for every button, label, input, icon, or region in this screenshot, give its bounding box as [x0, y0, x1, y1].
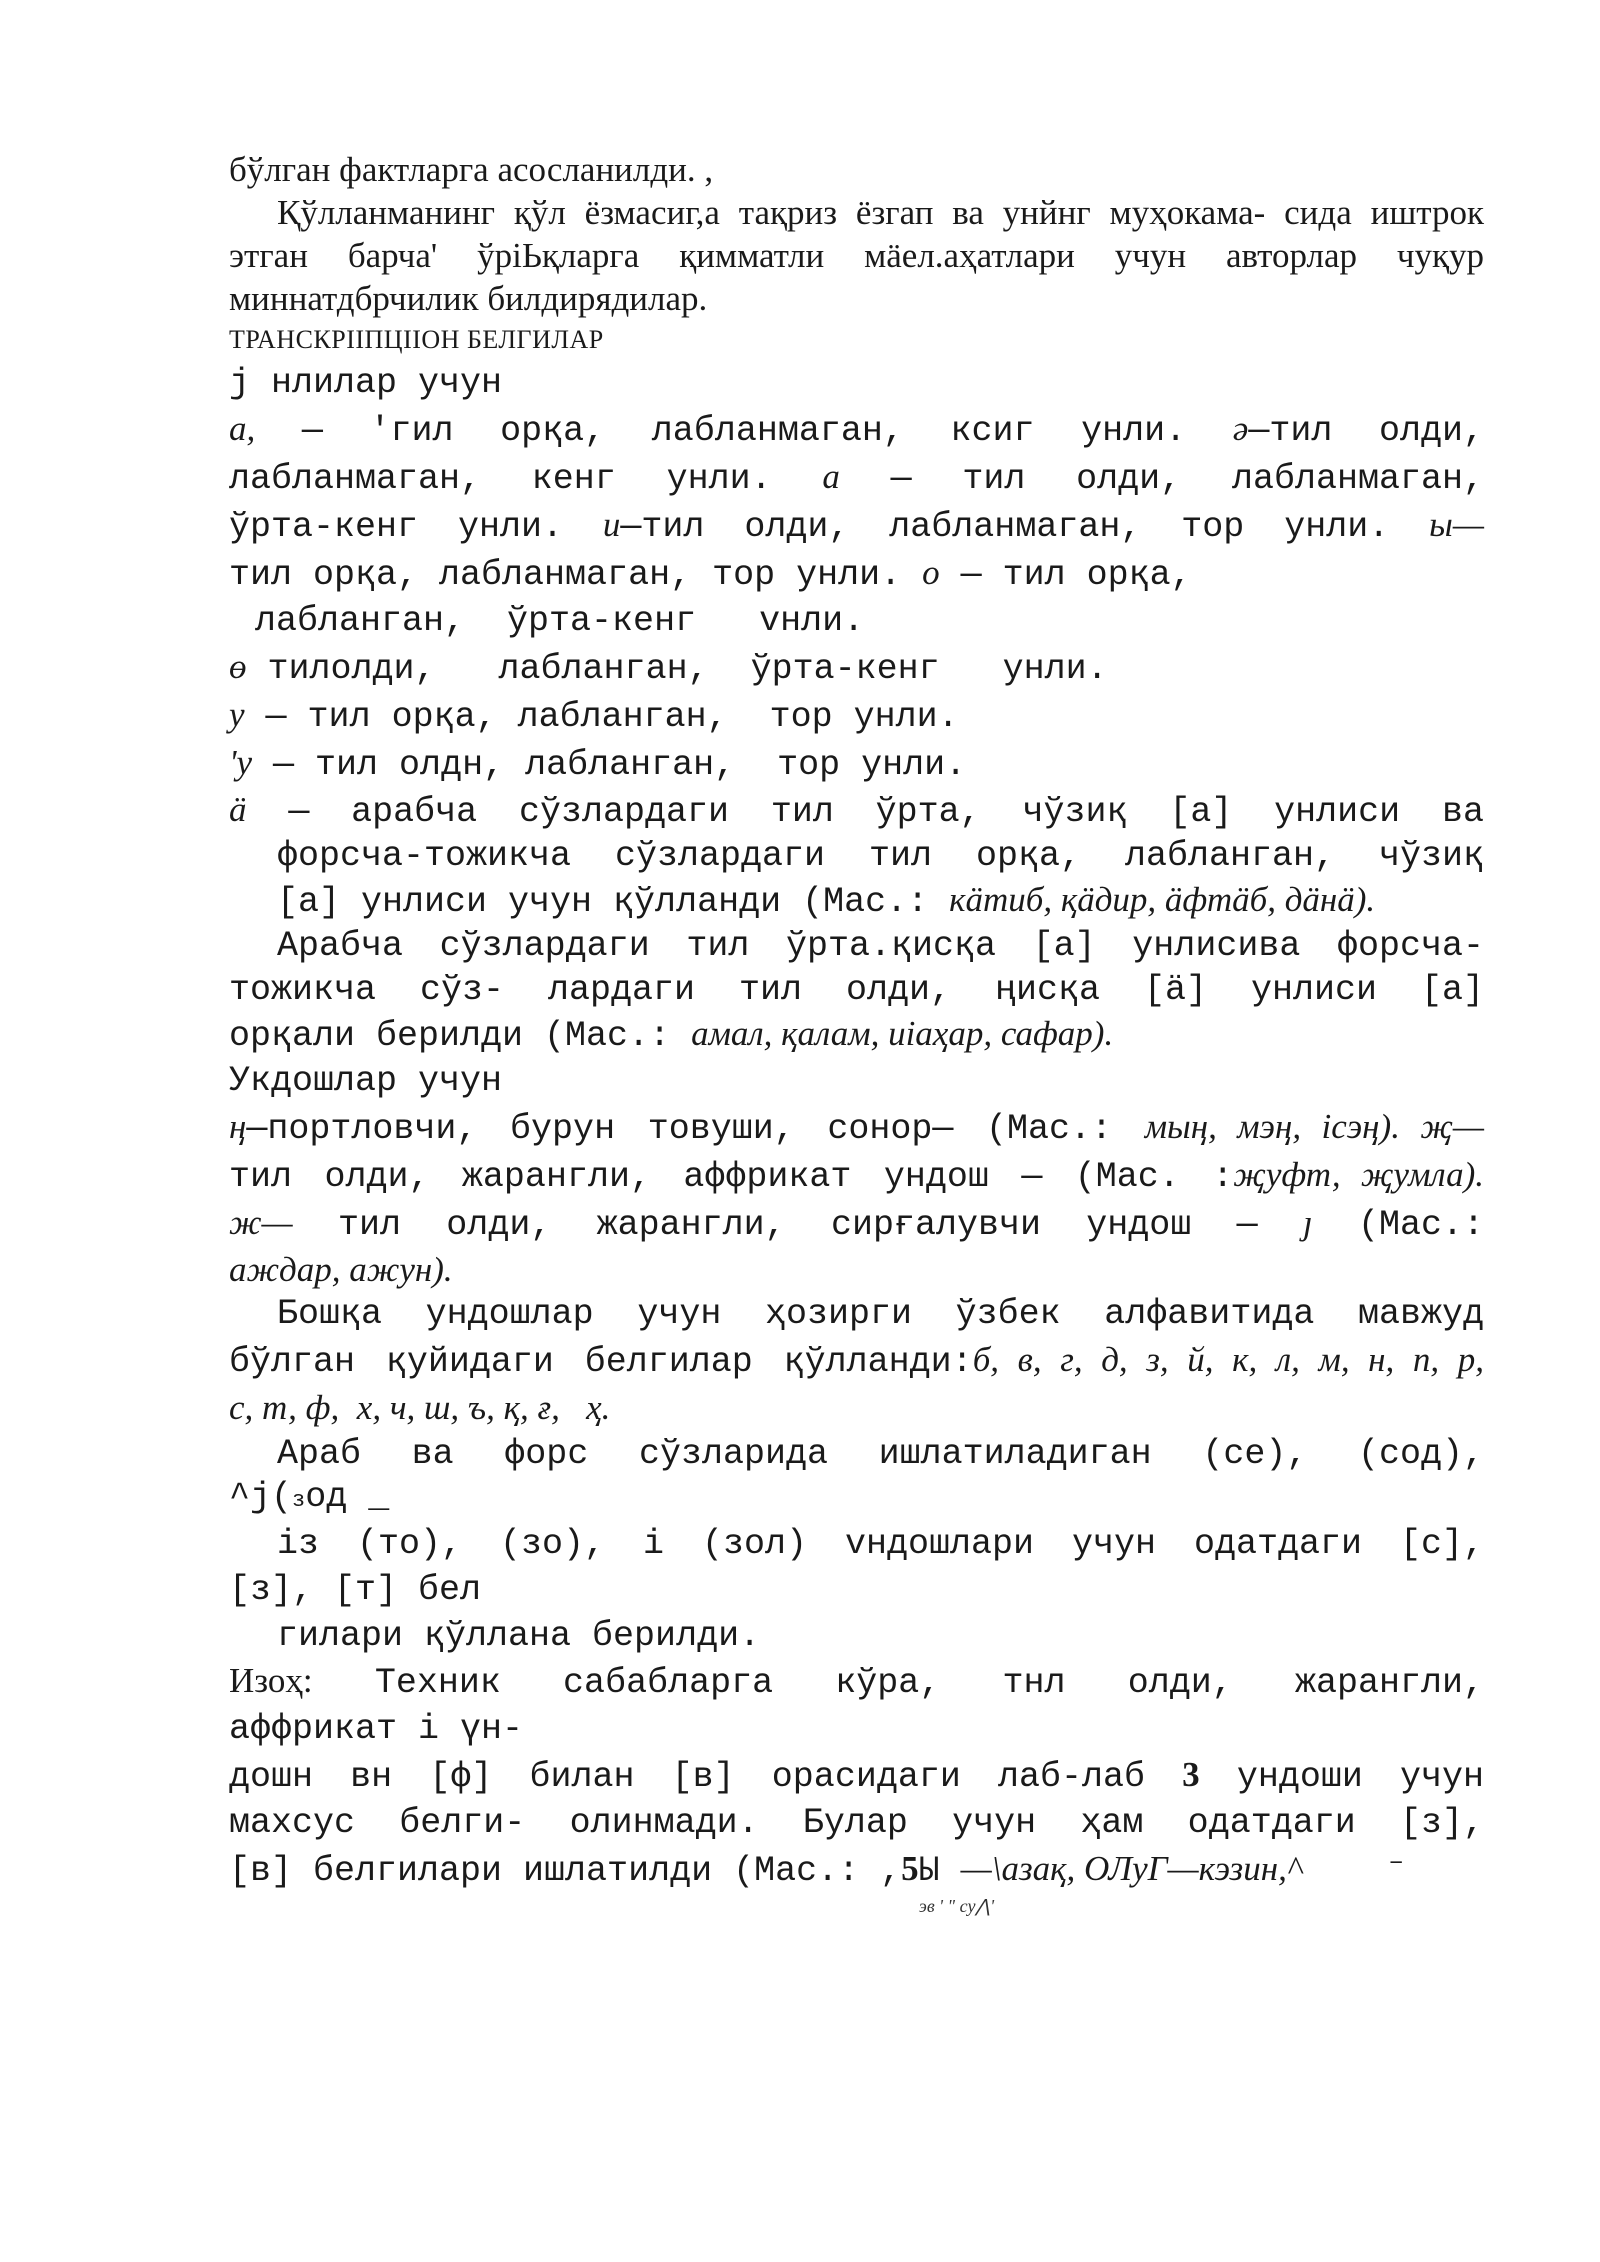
consonant-symbol-zh: ж—	[229, 1203, 293, 1242]
note-line-1-text: Техник сабабларга кўра, тнл олди, жарангли,	[312, 1663, 1484, 1703]
arabfors-line-1: Араб ва форс сўзларида ишлатиладиган (се), (сод),	[277, 1434, 1484, 1474]
vowel-ae-examples: кäтиб, қäдир, äфтäб, дäнä).	[949, 880, 1376, 919]
vowel-symbol-i: и	[602, 505, 621, 544]
other-letters-4: х, ч, ш, ъ, қ, ғ, ҳ.	[339, 1388, 611, 1427]
vowel-line-1	[229, 406, 1484, 454]
other-line-3	[229, 1385, 1484, 1431]
consonant-dzh-desc: тил олди, жарангли, аффрикат ундош — (Мас. :	[229, 1157, 1234, 1197]
vowel-ae-line-3-text: [а] унлиси учун қўлланди (Мас.:	[277, 882, 950, 922]
vowel-line-oe	[229, 644, 1484, 692]
vowel-line-2	[229, 454, 1484, 502]
vowel-line-ue	[229, 740, 1484, 788]
arab-line-1: Арабча сўзлардаги тил ўрта.қисқа [а] унлисива форсча-	[277, 926, 1484, 966]
other-line-2	[229, 1337, 1484, 1385]
vowel-line-2-text: лабланмаган, кенг унли.	[229, 459, 823, 499]
consonant-dzh-line	[229, 1152, 1484, 1200]
vowel-line-4	[229, 550, 1484, 598]
other-letters-2: к, л, м, н, п, р,	[1213, 1340, 1484, 1379]
vowel-line-3-text: ўрта-кенг унли.	[229, 507, 603, 547]
note-section	[229, 1659, 1484, 1917]
vowel-i-desc: —тил олди, лабланмаган, тор унли.	[620, 507, 1430, 547]
vowels-section	[229, 360, 1484, 1058]
page-footer-marks: эв ' " су⋀'	[918, 1896, 995, 1916]
note-line-3b: ундоши учун	[1199, 1757, 1485, 1797]
arab-line-3	[229, 1012, 1484, 1058]
vowel-ae-line-1	[229, 788, 1484, 834]
note-line-3	[229, 1752, 1484, 1800]
consonant-dzh-examples: җуфт, җумла).	[1233, 1155, 1485, 1194]
vowel-line-3	[229, 502, 1484, 550]
vowels-title: ј нлилар учун	[229, 363, 503, 403]
arabfors-l2c: од _	[305, 1477, 390, 1517]
other-line-1: Бошқа ундошлар учун ҳозирги ўзбек алфавитида мавжуд	[277, 1294, 1484, 1334]
arabfors-line-3: із (то), (зо), і (зол) vндошлари учун одатдаги [с],	[277, 1524, 1484, 1564]
ack-line-2: этган барча' ўріЬқларга қимматли мäел.аҳатлари учун авторлар чуқур	[229, 236, 1484, 275]
vowel-schwa-desc: —тил олди,	[1248, 411, 1484, 451]
vowel-line-5: лабланган, ўрта-кенг vнли.	[255, 601, 865, 641]
consonant-symbol-ng: ң	[229, 1107, 247, 1146]
consonant-zh-j: ȷ	[1302, 1203, 1313, 1242]
consonant-ng-line	[229, 1104, 1484, 1152]
note-line-1	[229, 1659, 1484, 1706]
vowel-a-desc: — 'гил орқа, лабланмаган, ксиг унли.	[255, 411, 1233, 451]
vowel-ae-line-2: форсча-тожикча сўзлардаги тил орқа, лабланган, чўзиқ	[277, 836, 1484, 876]
arabfors-line-4: [з], [т] бел	[229, 1570, 482, 1610]
note-line-4: махсус белги- олинмади. Булар учун ҳам одатдаги [з],	[229, 1803, 1484, 1843]
note-line-3a: дошн вн [ф] билан [в] орасидаги лаб-лаб	[229, 1757, 1183, 1797]
note-line-5-text: [в] белгилари ишлатилди (Мас.: ,	[229, 1851, 902, 1891]
arabfors-l2b: з	[292, 1488, 306, 1513]
consonant-zh-desc: тил олди, жарангли, сирғалувчи ундош —	[292, 1205, 1303, 1245]
acknowledgement-paragraph	[229, 191, 1484, 320]
other-consonants-paragraph	[229, 1291, 1484, 1431]
other-letters-3: с, т, ф,	[229, 1388, 340, 1427]
document-page	[229, 148, 1484, 1917]
vowel-ae-entry	[229, 788, 1484, 924]
ack-line-3: миннатдбрчилик билдирядилар.	[229, 279, 708, 318]
other-letters-1: б, в, г, д, з, й,	[972, 1340, 1214, 1379]
note-line-2: аффрикат і үн-	[229, 1709, 524, 1749]
vowel-ue-desc: — тил олдн, лабланган, тор унли.	[252, 745, 967, 785]
other-line-2-text: бўлган қуйидаги белгилар қўлланди:	[229, 1342, 973, 1382]
note-line-5-examples: —\азақ, ОЛуГ—кэзин,^	[960, 1849, 1302, 1888]
note-label: Изоҳ:	[229, 1661, 313, 1700]
vowel-line-4-text: тил орқа, лабланмаган, тор унли.	[229, 555, 923, 595]
vowel-y-dash: —	[1452, 505, 1484, 544]
vowel-a2-desc: — тил олди, лабланмаган,	[839, 459, 1484, 499]
consonant-zh-examples: аждар, ажун).	[229, 1250, 453, 1289]
ack-line-1: Қўлланманинг қўл ёзмасиг,а тақриз ёзгап ва унйнг муҳокама- сида иштрок	[277, 193, 1484, 232]
vowel-symbol-u: у	[229, 695, 245, 734]
note-line-5	[229, 1846, 1484, 1894]
vowel-symbol-a: а,	[229, 409, 256, 448]
vowel-oe-desc: тилолди, лабланган, ўрта-кенг унли.	[246, 649, 1108, 689]
consonants-section	[229, 1058, 1484, 1659]
consonant-ng-desc: —портловчи, бурун товуши, сонор— (Мас.:	[246, 1109, 1145, 1149]
arabfors-line-2	[229, 1477, 1484, 1521]
arabfors-line-5: гилари қўллана берилди.	[277, 1616, 761, 1656]
arab-fors-paragraph	[229, 1431, 1484, 1659]
vowel-symbol-ae: ä	[229, 790, 247, 829]
arab-line-2: тожикча сўз- лардаги тил олди, ңисқа [ä] унлиси [а]	[229, 970, 1484, 1010]
vowel-o-desc: — тил орқа,	[939, 555, 1192, 595]
vowel-symbol-o: о	[922, 553, 940, 592]
note-line-5-bold: 5	[901, 1849, 919, 1888]
vowel-symbol-a2: а	[822, 457, 840, 496]
consonant-zh-line	[229, 1200, 1484, 1248]
consonant-ng-examples: мың, мэң, ісэң). җ—	[1144, 1107, 1485, 1146]
arab-line-3-text: орқали берилди (Мас.:	[229, 1016, 692, 1056]
note-line-5-end: ⁻	[1301, 1851, 1407, 1891]
note-line-5-b: Ы	[918, 1851, 961, 1891]
vowel-symbol-oe: ө	[229, 647, 247, 686]
arabfors-l2a: ^j(	[229, 1477, 293, 1517]
note-line-3-bold: 3	[1182, 1755, 1200, 1794]
consonants-title: Укдошлар учун	[229, 1061, 503, 1101]
vowel-u-desc: — тил орқа, лабланган, тор унли.	[244, 697, 959, 737]
vowel-ae-line-3	[229, 878, 1484, 924]
arab-examples: амал, қалам, иіаҳар, сафар).	[691, 1014, 1114, 1053]
vowel-symbol-schwa: ә	[1232, 409, 1249, 448]
vowel-symbol-y: ы	[1429, 505, 1453, 544]
top-line: бўлган фактларга асосланилди. ,	[229, 150, 714, 189]
consonant-zh-mas: (Мас.:	[1312, 1205, 1484, 1245]
vowel-ae-desc: — арабча сўзлардаги тил ўрта, чўзиқ [а] унлиси ва	[246, 792, 1484, 832]
vowel-line-u	[229, 692, 1484, 740]
section-heading: ТРАНСКРІІПЦІІОН БЕЛГИЛАР	[229, 325, 604, 354]
arabic-short-a-paragraph	[229, 924, 1484, 1058]
vowel-symbol-ue: 'у	[229, 743, 253, 782]
